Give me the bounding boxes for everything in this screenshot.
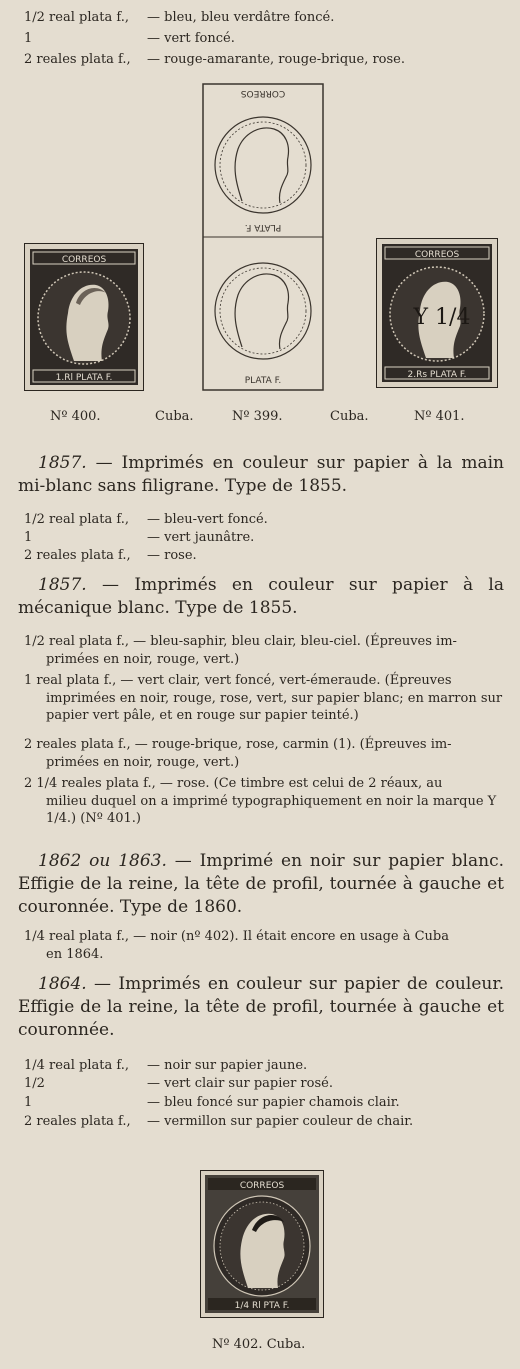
denomination: 1 [24,530,33,545]
caption-cuba: Cuba. [155,409,194,424]
stamp-399-illustration [202,83,324,391]
denomination: 1/2 [24,1076,45,1091]
section-year: 1857. [38,575,87,595]
section-year: 1857. [38,453,87,473]
entry-first-line: 2 1/4 reales plata f., — rose. (Ce timbre est celui de 2 réaux, au [24,776,443,791]
caption-no-399: Nº 399. [232,409,283,424]
stamp-401-surcharge: Y 1/4 [413,305,471,330]
stamp-402-top-text: CORREOS [239,1181,285,1191]
stamp-399-bottom-text-lower: PLATA F. [244,376,282,386]
denomination: 2 reales plata f., [24,52,131,67]
section-text: — Imprimés en couleur sur papier à la mécanique blanc. Type de 1855. [18,575,504,618]
entry-paragraph [24,633,506,668]
section-heading [18,850,504,919]
entry-first-line: 1/4 real plata f., — noir (nº 402). Il était encore en usage à Cuba [24,929,449,944]
section-heading [18,574,504,620]
color-description: — vert clair sur papier rosé. [147,1076,333,1091]
stamp-400-bottom-text: 1.Rl PLATA F. [55,373,113,383]
denomination: 1/2 real plata f., [24,512,129,527]
color-description: — rouge-amarante, rouge-brique, rose. [147,52,406,67]
entry-paragraph [24,928,506,963]
section-year: 1862 ou 1863. [38,851,167,871]
entry-continuation: primées en noir, rouge, vert.) [46,754,240,770]
color-description: — bleu-vert foncé. [147,512,268,527]
entry-continuation: en 1864. [46,946,104,962]
entry-continuation: primées en noir, rouge, vert.) [46,651,240,667]
section-text: — Imprimés en couleur sur papier de couleur. Effigie de la reine, la tête de profil, tournée à gauche et couronnée. [18,974,504,1040]
color-description: — vert jaunâtre. [147,530,255,545]
color-description: — bleu foncé sur papier chamois clair. [147,1095,400,1110]
caption-no-402: Nº 402. Cuba. [212,1337,306,1352]
entry-first-line: 1 real plata f., — vert clair, vert foncé, vert-émeraude. (Épreuves [24,673,452,688]
entry-first-line: 1/2 real plata f., — bleu-saphir, bleu clair, bleu-ciel. (Épreuves im- [24,634,457,649]
caption-cuba: Cuba. [330,409,369,424]
denomination: 1 [24,1095,33,1110]
entry-first-line: 2 reales plata f., — rouge-brique, rose, carmin (1). (Épreuves im- [24,737,452,752]
stamp-402-illustration [200,1170,324,1318]
stamp-400-illustration [24,243,144,391]
entry-paragraph [24,672,506,725]
color-description: — noir sur papier jaune. [147,1058,308,1073]
entry-paragraph [24,775,506,828]
entry-continuation: milieu duquel on a imprimé typographiquement en noir la marque Y 1/4.) (Nº 401.) [46,793,497,826]
stamp-399-top-text: CORREOS [240,88,286,98]
denomination: 2 reales plata f., [24,1114,131,1129]
denomination: 1 [24,31,33,46]
entry-paragraph [24,736,506,771]
color-description: — rose. [147,548,197,563]
stamp-402-bottom-text: 1/4 Rl PTA F. [234,1301,290,1311]
color-description: — bleu, bleu verdâtre foncé. [147,10,335,25]
stamp-401-illustration [376,238,498,388]
section-heading [18,973,504,1042]
section-heading [18,452,504,498]
caption-no-400: Nº 400. [50,409,101,424]
section-text: — Imprimé en noir sur papier blanc. Effigie de la reine, la tête de profil, tournée à gauche et couronnée. Type de 1860. [18,851,504,917]
entry-continuation: imprimées en noir, rouge, rose, vert, sur papier blanc; en marron sur papier vert pâle, et en rouge sur papier teinté.) [46,690,503,723]
stamp-401-bottom-text: 2.Rs PLATA F. [407,370,467,380]
color-description: — vert foncé. [147,31,235,46]
section-text: — Imprimés en couleur sur papier à la main mi-blanc sans filigrane. Type de 1855. [18,453,504,496]
stamp-399-bottom-text-upper: PLATA F. [244,222,282,232]
section-year: 1864. [38,974,87,994]
stamp-401-top-text: CORREOS [414,250,460,260]
denomination: 1/2 real plata f., [24,10,129,25]
color-description: — vermillon sur papier couleur de chair. [147,1114,414,1129]
denomination: 2 reales plata f., [24,548,131,563]
denomination: 1/4 real plata f., [24,1058,129,1073]
stamp-400-top-text: CORREOS [61,255,107,265]
caption-no-401: Nº 401. [414,409,465,424]
